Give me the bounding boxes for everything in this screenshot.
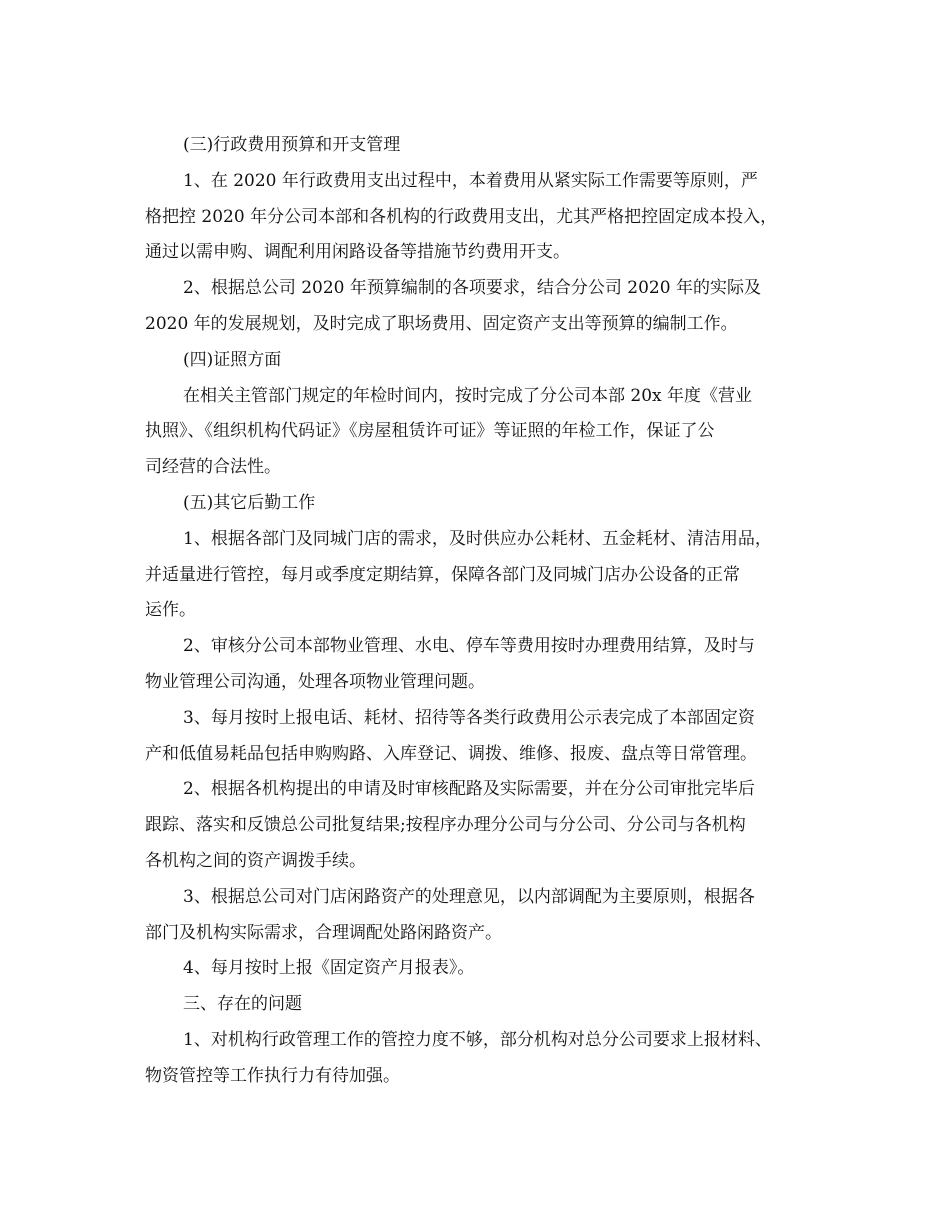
paragraph-line: 各机构之间的资产调拨手续。 — [145, 850, 366, 871]
paragraph-line: 1、对机构行政管理工作的管控力度不够，部分机构对总分公司要求上报材料、 — [183, 1029, 772, 1050]
paragraph-line: 通过以需申购、调配利用闲路设备等措施节约费用开支。 — [145, 242, 570, 263]
paragraph-line: 在相关主管部门规定的年检时间内，按时完成了分公司本部 20x 年度《营业 — [183, 385, 753, 406]
paragraph-line: 跟踪、落实和反馈总公司批复结果;按程序办理分公司与分公司、分公司与各机构 — [145, 815, 746, 836]
paragraph-line: 1、根据各部门及同城门店的需求，及时供应办公耗材、五金耗材、清洁用品， — [183, 528, 772, 549]
paragraph-line: 部门及机构实际需求，合理调配处路闲路资产。 — [145, 922, 502, 943]
paragraph-line: 格把控 2020 年分公司本部和各机构的行政费用支出，尤其严格把控固定成本投入， — [145, 206, 778, 227]
paragraph-line: 物业管理公司沟通，处理各项物业管理问题。 — [145, 671, 485, 692]
paragraph-line: 4、每月按时上报《固定资产月报表》。 — [183, 958, 475, 979]
paragraph-line: 3、每月按时上报电话、耗材、招待等各类行政费用公示表完成了本部固定资 — [183, 707, 755, 728]
paragraph-line: 1、在 2020 年行政费用支出过程中，本着费用从紧实际工作需要等原则，严 — [183, 170, 758, 191]
section-heading-licenses: (四)证照方面 — [183, 349, 282, 370]
paragraph-line: 2、根据总公司 2020 年预算编制的各项要求，结合分公司 2020 年的实际及 — [183, 278, 761, 299]
section-heading-admin-expense: (三)行政费用预算和开支管理 — [183, 135, 401, 155]
paragraph-line: 运作。 — [145, 600, 196, 621]
paragraph-line: 2020 年的发展规划，及时完成了职场费用、固定资产支出等预算的编制工作。 — [145, 313, 738, 334]
paragraph-line: 产和低值易耗品包括申购购路、入库登记、调拨、维修、报废、盘点等日常管理。 — [145, 743, 757, 764]
paragraph-line: 3、根据总公司对门店闲路资产的处理意见，以内部调配为主要原则，根据各 — [183, 886, 755, 907]
paragraph-line: 并适量进行管控，每月或季度定期结算，保障各部门及同城门店办公设备的正常 — [145, 564, 740, 585]
paragraph-line: 2、审核分公司本部物业管理、水电、停车等费用按时办理费用结算，及时与 — [183, 636, 755, 657]
paragraph-line: 2、根据各机构提出的申请及时审核配路及实际需要，并在分公司审批完毕后 — [183, 779, 755, 800]
paragraph-line: 司经营的合法性。 — [145, 457, 281, 478]
section-heading-logistics: (五)其它后勤工作 — [183, 492, 316, 513]
document-body — [145, 128, 815, 1095]
paragraph-line: 物资管控等工作执行力有待加强。 — [145, 1065, 400, 1086]
paragraph-line: 执照》、《组织机构代码证》《房屋租赁许可证》等证照的年检工作，保证了公 — [145, 421, 715, 442]
section-heading-problems: 三、存在的问题 — [183, 994, 302, 1015]
